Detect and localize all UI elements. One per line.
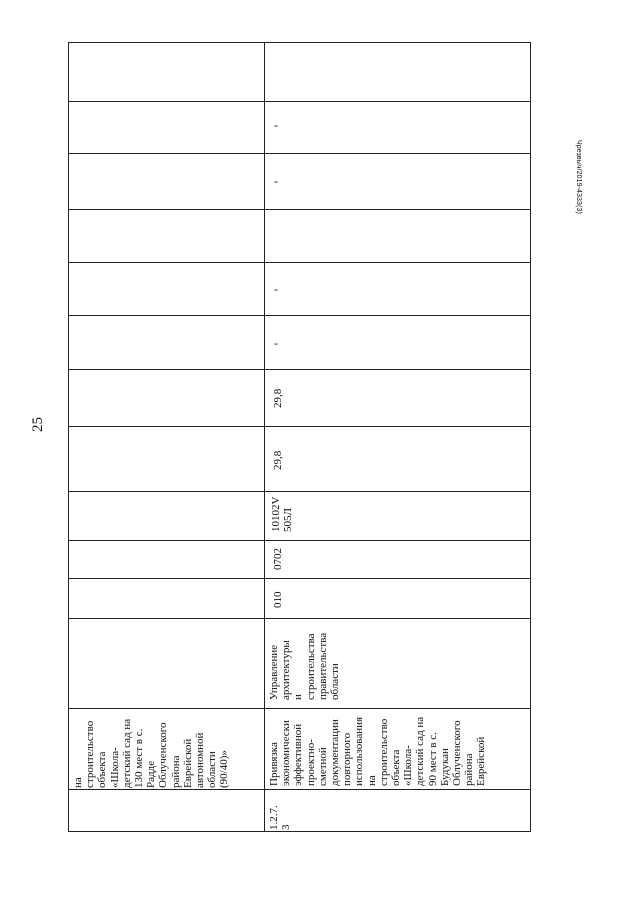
row-divider	[69, 618, 530, 619]
row-divider	[69, 540, 530, 541]
total-amount-cell: 29,8	[272, 450, 284, 470]
row-divider	[69, 262, 530, 263]
budget-table	[68, 42, 531, 832]
row-divider	[69, 315, 530, 316]
row-number-cell: 1.2.7. 3	[268, 805, 293, 830]
row-divider	[69, 369, 530, 370]
row-divider	[69, 209, 530, 210]
document-code: Чрезвыч/2019-4333(3)	[575, 140, 582, 214]
continuation-name-cell: на строительство объекта «Школа- детский сад на 130 мест в с. Радде Облученского района Еврейской автономной области (90/40)»	[72, 718, 231, 788]
year-2-amount-cell: -	[274, 336, 278, 350]
year-5-amount-cell: -	[274, 118, 278, 132]
row-divider	[69, 426, 530, 427]
row-divider	[69, 101, 530, 102]
year-4-amount-cell: -	[274, 174, 278, 188]
section-code-cell: 0702	[272, 548, 284, 570]
row-divider	[69, 578, 530, 579]
page-number: 25	[30, 417, 46, 432]
row-divider	[69, 789, 530, 790]
row-divider	[69, 708, 530, 709]
column-divider	[264, 43, 265, 831]
row-divider	[69, 153, 530, 154]
grbs-code-cell: 010	[272, 591, 284, 608]
row-name-cell: Привязка экономически эффективной проектно- сметной документации повторного использования на строительство объекта «Школа- детский сад на 90 мест в с. Будукан Облученского района Еврейской	[268, 716, 488, 786]
executor-cell: Управление архитектуры и строительства правительства области	[268, 632, 342, 700]
year-3-amount-cell: -	[274, 282, 278, 296]
year-1-amount-cell: 29,8	[272, 388, 284, 408]
row-divider	[69, 491, 530, 492]
target-article-cell: 10102V 505Л	[270, 496, 295, 532]
